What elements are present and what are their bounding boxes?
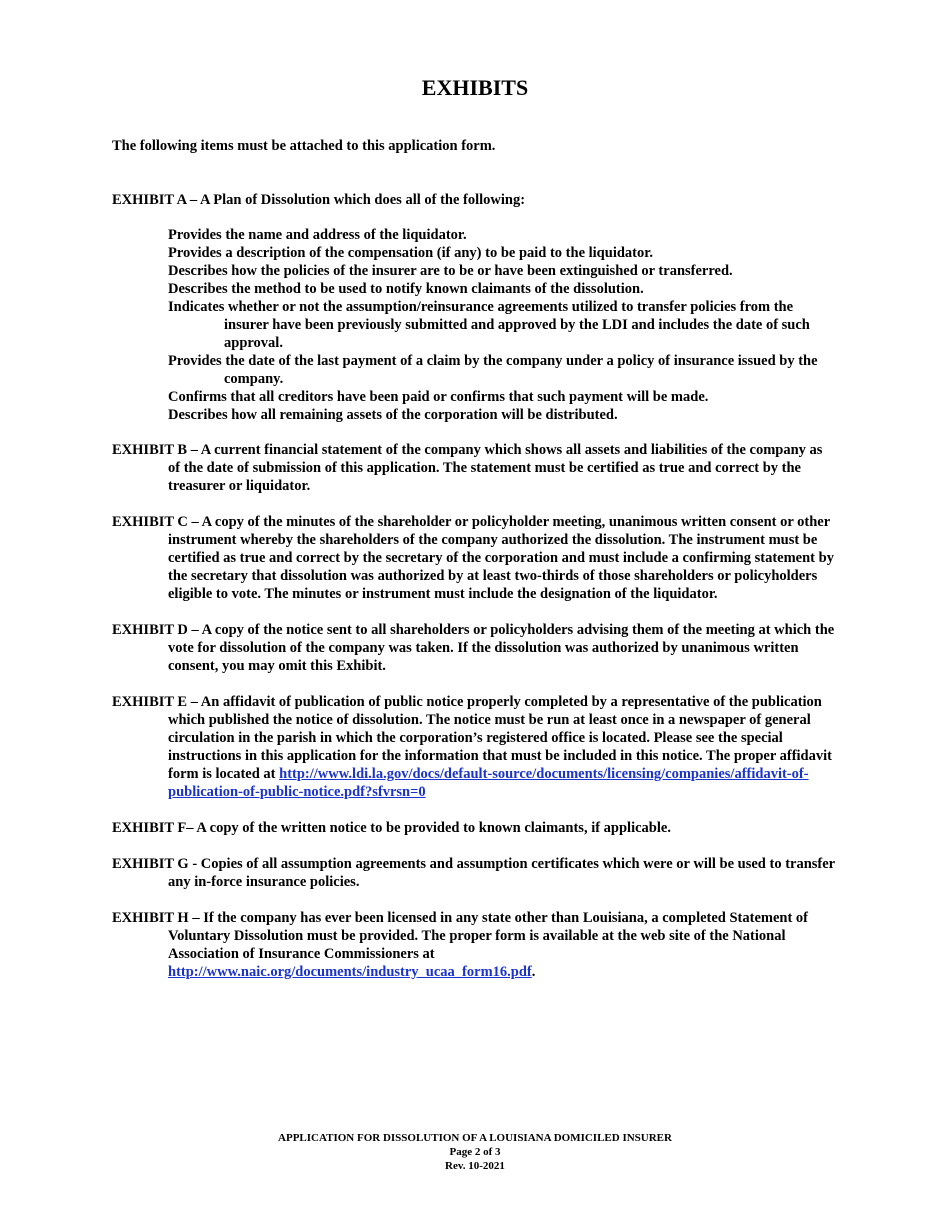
plan-item-liquidator-name: Provides the name and address of the liquidator.	[168, 227, 467, 243]
page-title: EXHIBITS	[421, 75, 529, 100]
plan-item-creditors: Confirms that all creditors have been paid or confirms that such payment will be made.	[168, 389, 709, 405]
footer-revision: Rev. 10-2021	[445, 1160, 505, 1172]
exhibit-g: EXHIBIT G - Copies of all assumption agreements and assumption certificates which were or will be used to transfer any in-force insurance policies.	[112, 856, 835, 890]
exhibit-b: EXHIBIT B – A current financial statement of the company which shows all assets and liabilities of the company as of the date of submission of this application. The statement must be certified as true and correct by the treasurer or liquidator.	[112, 442, 823, 494]
exhibits-list	[112, 441, 838, 999]
exhibit-a-heading: EXHIBIT A – A Plan of Dissolution which does all of the following:	[112, 192, 526, 208]
naic-form-link[interactable]: http://www.naic.org/documents/industry_ucaa_form16.pdf	[168, 964, 532, 980]
exhibit-h-text: EXHIBIT H – If the company has ever been licensed in any state other than Louisiana, a completed Statement of Voluntary Dissolution must be provided. The proper form is available at the web site of the National Association of Insurance Commissioners at	[112, 910, 809, 962]
intro-text: The following items must be attached to this application form.	[112, 138, 496, 154]
plan-item-policies: Describes how the policies of the insurer are to be or have been extinguished or transferred.	[168, 263, 733, 279]
footer-page-number: Page 2 of 3	[449, 1146, 501, 1158]
plan-requirements-list	[168, 226, 838, 424]
plan-item-compensation: Provides a description of the compensation (if any) to be paid to the liquidator.	[168, 245, 653, 261]
affidavit-form-link[interactable]: http://www.ldi.la.gov/docs/default-source/documents/licensing/companies/affidavit-of-publication-of-public-notice.pdf?sfvrsn=0	[168, 766, 809, 800]
exhibit-d: EXHIBIT D – A copy of the notice sent to all shareholders or policyholders advising them of the meeting at which the vote for dissolution of the company was taken. If the dissolution was authorized by unanimous written consent, you may omit this Exhibit.	[112, 622, 835, 674]
exhibit-e	[112, 693, 838, 801]
exhibit-f: EXHIBIT F– A copy of the written notice to be provided to known claimants, if applicable.	[112, 820, 671, 836]
plan-item-remaining-assets: Describes how all remaining assets of the corporation will be distributed.	[168, 407, 618, 423]
footer-form-title: APPLICATION FOR DISSOLUTION OF A LOUISIANA DOMICILED INSURER	[278, 1132, 672, 1144]
plan-item-reinsurance-agreements: Indicates whether or not the assumption/reinsurance agreements utilized to transfer policies from the insurer have been previously submitted and approved by the LDI and includes the date of such approval.	[168, 299, 810, 351]
plan-item-notify-claimants: Describes the method to be used to notify known claimants of the dissolution.	[168, 281, 644, 297]
plan-item-last-claim-payment: Provides the date of the last payment of a claim by the company under a policy of insurance issued by the company.	[168, 353, 818, 387]
exhibit-h	[112, 909, 838, 981]
page-footer	[0, 1131, 950, 1173]
exhibit-h-suffix: .	[531, 964, 536, 980]
exhibit-e-text: EXHIBIT E – An affidavit of publication of public notice properly completed by a representative of the publication which published the notice of dissolution. The notice must be run at least once in a newspaper of general circulation in the parish in which the corporation’s registered office is located. Please see the special instructions in this application for the information that must be included in this notice. The proper affidavit form is located at	[112, 694, 832, 782]
exhibit-c: EXHIBIT C – A copy of the minutes of the shareholder or policyholder meeting, unanimous written consent or other instrument whereby the shareholders of the company authorized the dissolution. The instrument must be certified as true and correct by the secretary of the corporation and must include a confirming statement by the secretary that dissolution was authorized by at least two-thirds of those shareholders or policyholders eligible to vote. The minutes or instrument must include the designation of the liquidator.	[112, 514, 834, 602]
